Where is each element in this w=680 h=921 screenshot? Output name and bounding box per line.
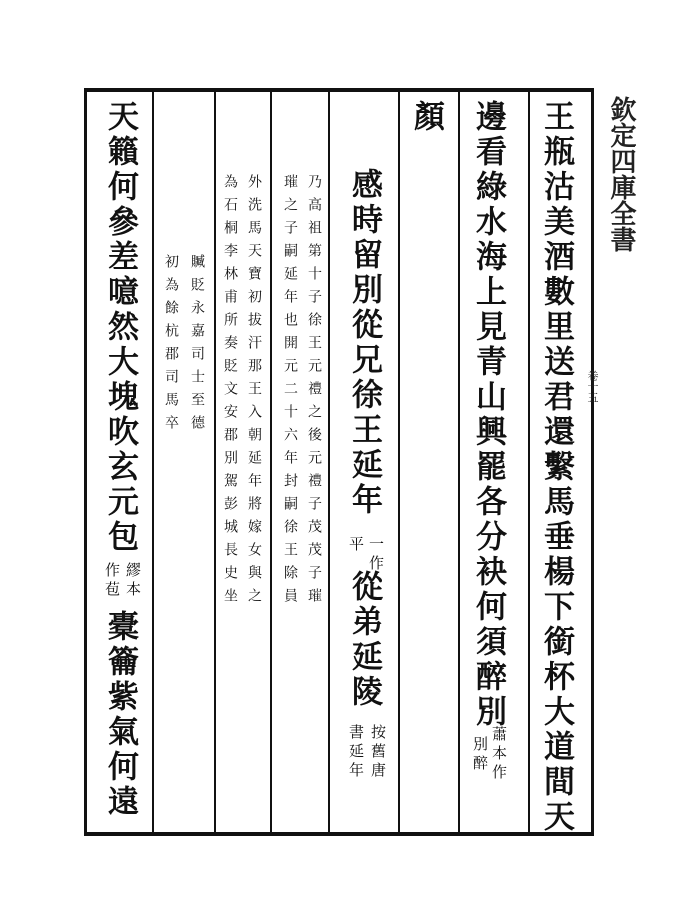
title-annotation-1b: 平: [347, 536, 365, 555]
commentary-column-5: 贓貶永嘉司士至德: [189, 254, 205, 438]
column-divider: [152, 92, 154, 832]
title-annotation-2b: 書延年: [347, 724, 365, 781]
column-divider: [398, 92, 400, 832]
title-annotation-2a: 按舊唐: [369, 724, 387, 781]
text-column-2: 邊看綠水海上見青山興罷各分袂何須醉別: [470, 100, 506, 730]
annotation-2a: 蕭本作: [490, 726, 508, 783]
commentary-column-4: 為石桐李林甫所奏貶文安郡別駕彭城長史坐: [222, 174, 238, 611]
book-title-fragment: 欽定四庫全書: [606, 96, 636, 252]
text-column-1: 王瓶沽美酒數里送君還繫馬垂楊下銜杯大道間天: [538, 100, 574, 835]
column-divider: [214, 92, 216, 832]
poem-title-continued: 從弟延陵: [346, 570, 382, 710]
poet-name: 顏: [408, 100, 444, 135]
commentary-column-2: 璀之子嗣延年也開元二十六年封嗣徐王除員: [282, 174, 298, 611]
title-annotation-1: 一作: [367, 536, 385, 574]
poem-title: 感時留別從兄徐王延年: [346, 168, 382, 518]
page-marker: 卷十五: [586, 370, 599, 403]
column-divider: [528, 92, 530, 832]
text-column-11: 天籟何參差噫然大塊吹玄元包: [102, 100, 138, 555]
annotation-11b: 作苞: [103, 562, 121, 600]
annotation-2b: 別醉: [471, 736, 489, 774]
text-column-11-continued: 橐籥紫氣何遠: [102, 610, 138, 820]
column-divider: [270, 92, 272, 832]
column-divider: [328, 92, 330, 832]
commentary-column-6: 初為餘杭郡司馬卒: [163, 254, 179, 438]
commentary-column-1: 乃高祖第十子徐王元禮之後元禮子茂茂子璀: [306, 174, 322, 611]
page-border-frame: [84, 88, 594, 836]
column-divider: [458, 92, 460, 832]
commentary-column-3: 外洗馬天寶初拔汗那王入朝延年將嫁女與之: [246, 174, 262, 611]
annotation-11a: 繆本: [124, 562, 142, 600]
